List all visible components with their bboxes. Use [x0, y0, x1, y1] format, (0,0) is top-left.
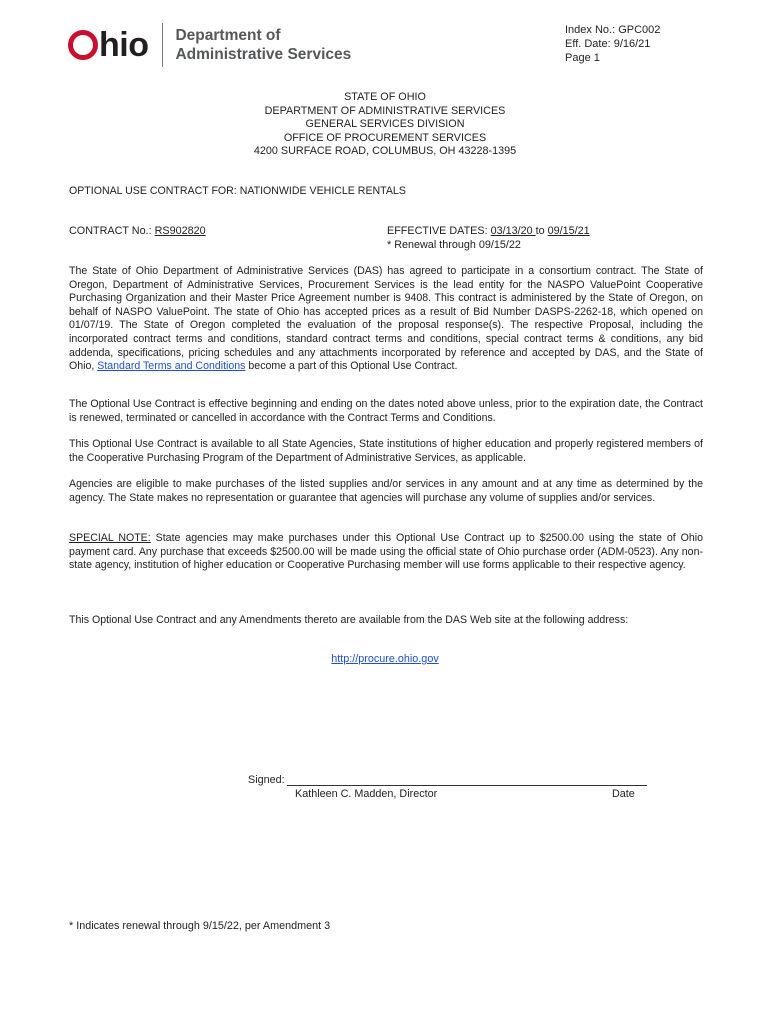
header-line-3: GENERAL SERVICES DIVISION	[305, 118, 465, 131]
contract-number-value: RS902820	[154, 225, 206, 237]
effective-dates	[387, 225, 590, 252]
special-note-label: SPECIAL NOTE:	[69, 532, 151, 544]
signature-rule	[287, 774, 647, 786]
paragraph-participation-end: become a part of this Optional Use Contract.	[245, 360, 458, 373]
signature-line	[248, 774, 647, 786]
renewal-footnote: * Indicates renewal through 9/15/22, per Amendment 3	[69, 920, 331, 932]
effective-end-date: 09/15/21	[547, 225, 590, 237]
procure-website-link[interactable]: http://procure.ohio.gov	[331, 653, 439, 665]
paragraph-availability: This Optional Use Contract is available to all State Agencies, State institutions of higher education and properly registered members of the Cooperative Purchasing Program of the Department of Administrative Services, as applicable.	[69, 438, 703, 464]
effective-to-text: to	[535, 225, 548, 237]
agency-header	[0, 91, 770, 159]
header-line-1: STATE OF OHIO	[344, 91, 426, 103]
ohio-o-ring-icon	[68, 30, 98, 60]
effective-start-date: 03/13/20	[490, 225, 536, 237]
contract-title: OPTIONAL USE CONTRACT FOR: NATIONWIDE VEHICLE RENTALS	[69, 185, 406, 197]
special-note-text: State agencies may make purchases under this Optional Use Contract up to $2500.00 using the state of Ohio payment card. Any purchase that exceeds $2500.00 will be made using the official state of Ohio purchase order (ADM-0523). Any non-state agency, institution of higher education or Cooperative Purchasing member will use forms applicable to their respective agency.	[69, 532, 703, 572]
ohio-wordmark-text: hio	[99, 25, 149, 64]
logo-divider	[162, 23, 163, 67]
paragraph-special-note	[69, 532, 703, 573]
index-number: Index No.: GPC002	[565, 24, 661, 36]
index-box	[565, 23, 660, 65]
page-number: Page 1	[565, 52, 600, 64]
url-line	[0, 653, 770, 665]
header-line-4: OFFICE OF PROCUREMENT SERVICES	[283, 131, 487, 144]
ohio-wordmark	[68, 26, 148, 65]
logo-line-1: Department of	[175, 27, 281, 44]
paragraph-effective: The Optional Use Contract is effective beginning and ending on the dates noted above unless, prior to the expiration date, the Contract is renewed, terminated or cancelled in accordance with the Contract Terms and Conditions.	[69, 398, 703, 424]
paragraph-eligibility: Agencies are eligible to make purchases of the listed supplies and/or services in any amount and at any time as determined by the agency. The State makes no representation or guarantee that agencies will purchase any volume of supplies and/or services.	[69, 478, 703, 504]
header-line-2: DEPARTMENT OF ADMINISTRATIVE SERVICES	[264, 104, 506, 117]
renewal-note: * Renewal through 09/15/22	[387, 238, 521, 251]
paragraph-web-availability: This Optional Use Contract and any Amendments thereto are available from the DAS Web site at the following address:	[69, 614, 629, 626]
ohio-das-logo	[68, 22, 351, 68]
signer-name: Kathleen C. Madden, Director	[295, 788, 438, 800]
paragraph-participation	[69, 265, 703, 374]
paragraph-participation-text: The State of Ohio Department of Administrative Services (DAS) has agreed to participate in a consortium contract. The State of Oregon, Department of Administrative Services, Procurement Services is the lead entity for the NASPO ValuePoint Cooperative Purchasing Organization and their Master Price Agreement number is 9408. This contract is administered by the State of Oregon, on behalf of NASPO ValuePoint. The state of Ohio has accepted prices as a result of Bid Number DASPS-2262-18, which opened on 01/07/19. The State of Oregon completed the evaluation of the proposal response(s). The respective Proposal, including the incorporated contract terms and conditions, standard contract terms and conditions, special contract terms & conditions, any bid addenda, specifications, pricing schedules and any attachments incorporated by reference and accepted by DAS, and the State of Ohio,	[69, 265, 703, 373]
effective-date-index: Eff. Date: 9/16/21	[565, 38, 651, 50]
effective-dates-label: EFFECTIVE DATES:	[387, 225, 491, 237]
header-line-5: 4200 SURFACE ROAD, COLUMBUS, OH 43228-1395	[253, 145, 517, 158]
contract-number-label: CONTRACT No.:	[69, 225, 155, 237]
contract-number	[69, 225, 206, 237]
signed-label: Signed:	[248, 774, 285, 786]
standard-terms-link[interactable]: Standard Terms and Conditions	[97, 360, 246, 373]
logo-line-2: Administrative Services	[175, 46, 352, 63]
signature-date-label: Date	[612, 788, 635, 800]
logo-department-text	[175, 26, 351, 64]
